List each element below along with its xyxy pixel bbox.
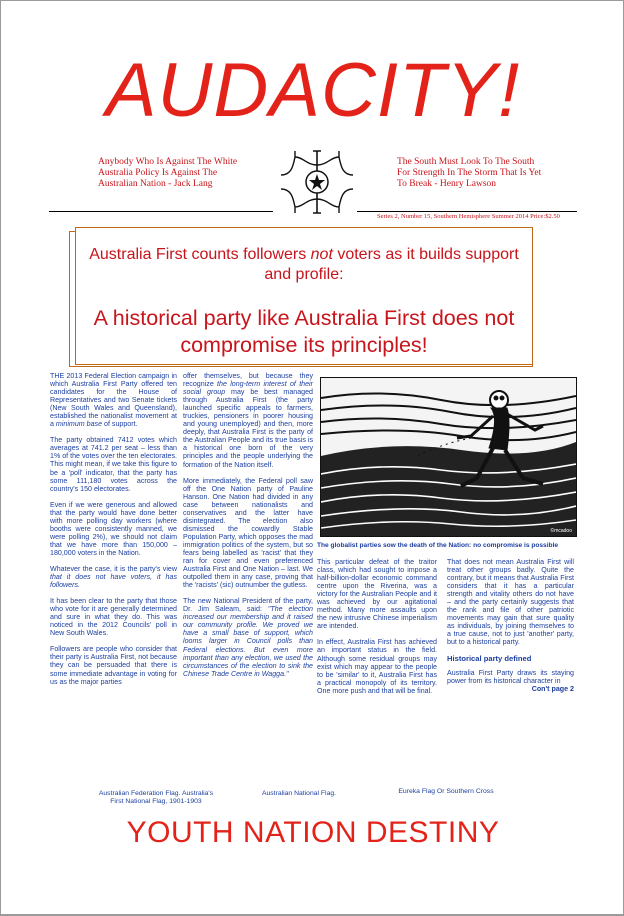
paragraph: This particular defeat of the traitor class, which had sought to impose a half-billion-dollar economic command centre upon the Riverina, was a victory for the Australian People and it was achieved by our agitational method. Many more assaults upon the new intrusive Chinese imperialism are intended. xyxy=(317,558,437,631)
woodcut-illustration xyxy=(320,377,577,537)
flag-caption-eureka: Eureka Flag Or Southern Cross xyxy=(398,788,494,795)
paragraph: Followers are people who consider that their party is Australia First, not because they can be persuaded that there is some immediate advantage in voting for us as the major parties xyxy=(50,645,177,686)
series-line: Series 2, Number 15, Southern Hemisphere Summer 2014 Price:$2.50 xyxy=(377,213,560,220)
paragraph: The new National President of the party, Dr. Jim Saleam, said: "The election increased our membership and it raised our community profile. We proved we have a small base of support, which looms larger in Council polls than Federal elections. But even more important than any election, we used the circumstances of the election to sink the Chinese Trade Centre in Wagga." xyxy=(183,597,313,678)
illustration-caption: The globalist parties sow the death of the Nation: no compromise is possible xyxy=(317,542,559,549)
emblem-icon xyxy=(277,149,357,215)
illustration-signature: ©mcadoo xyxy=(550,528,572,534)
paragraph: It has been clear to the party that those who vote for it are generally determined and sure in what they do. This was noticed in the 2012 Councils' poll in New South Wales. xyxy=(50,597,177,638)
paragraph: Even if we were generous and allowed that the party would have done better with more polling day workers (where booths were consistently manned, we were polling 2%), we should not claim that we have more than 150,000 – 180,000 voters in the Nation. xyxy=(50,500,177,557)
article-column-4 xyxy=(447,558,574,693)
headline-subtitle: Australia First counts followers not voters as it builds support and profile: xyxy=(89,246,519,283)
paragraph: That does not mean Australia First will treat other groups badly. Quite the contrary, but it means that Australia First considers that it has a particular strength and vitality others do not have – and the party certainly suggests that the rank and file of other patriotic movements may gain that sure quality as individuals, by joining themselves to a true cause, not to just 'another' party, but to a historical party. xyxy=(447,558,574,647)
paragraph: The party obtained 7412 votes which averages at 741.2 per seat – less than 1% of the votes over the ten electorates. This might mean, if we take this figure to be a 'poll' indicator, that the party has some 111,180 votes across the country's 150 electorates. xyxy=(50,436,177,493)
article-column-3 xyxy=(317,558,437,703)
paragraph: More immediately, the Federal poll saw off the One Nation party of Pauline Hanson. One Nation had divided in any case between nationalists and conservatives and the latter have disintegrated. The election also dismissed the cowardly Stable Population Party, which opposes the mad immigration politics of the system, but so fears being labelled as 'racist' that they ran for cover and even preferenced Australia First and One Nation – last. We outpolled them in any case, proving that the 'racists' (sic) outnumber the gutless. xyxy=(183,476,313,590)
rule-right xyxy=(357,211,577,212)
continued-link[interactable]: Con't page 2 xyxy=(531,684,574,693)
paragraph: In effect, Australia First has achieved an important status in the field. Although some residual groups may exist which may appear to the people to be 'similar' to it, Australia First has a practical monopoly of its territory. One more push and that will be final. xyxy=(317,638,437,695)
headline-box xyxy=(75,227,533,365)
article-column-2 xyxy=(183,372,313,686)
headline: A historical party like Australia First does not compromise its principles! xyxy=(93,306,515,357)
paragraph: THE 2013 Federal Election campaign in which Australia First Party offered ten candidates for the House of Representatives and two Senate tickets (New South Wales and Queensland), established the nationalist movement at a minimum base of support. xyxy=(50,372,177,429)
flag-caption-national: Australian National Flag. xyxy=(261,790,337,797)
article-column-1 xyxy=(50,372,177,694)
paragraph: offer themselves, but because they recognize the long-term interest of their social group may be best managed through Australia First (the party launched specific appeals to farmers, truckies, pensioners in poorer housing and young unemployed) and then, more deeply, that Australia First is the party of the Australian People and its true basis is a historical one born of the very principles and the people underlying the formation of the Nation itself. xyxy=(183,372,313,469)
flag-caption-federation: Australian Federation Flag. Australia's First National Flag, 1901-1903 xyxy=(98,790,214,805)
subheading: Historical party defined xyxy=(447,653,532,663)
quote-henry-lawson: The South Must Look To The South For Strength In The Storm That Is Yet To Break - Henry Lawson xyxy=(397,157,542,189)
skeleton-sower-icon xyxy=(321,378,576,536)
footer-slogan: YOUTH NATION DESTINY xyxy=(126,816,500,849)
masthead-title: AUDACITY! xyxy=(105,48,521,133)
paragraph: Australia First Party draws its staying power from its historical character in Con't page 2 xyxy=(447,668,574,693)
paragraph: Whatever the case, it is the party's view that it does not have voters, it has followers. xyxy=(50,564,177,590)
quote-jack-lang: Anybody Who Is Against The White Australia Policy Is Against The Australian Nation - Jack Lang xyxy=(98,157,238,189)
rule-left xyxy=(49,211,273,212)
